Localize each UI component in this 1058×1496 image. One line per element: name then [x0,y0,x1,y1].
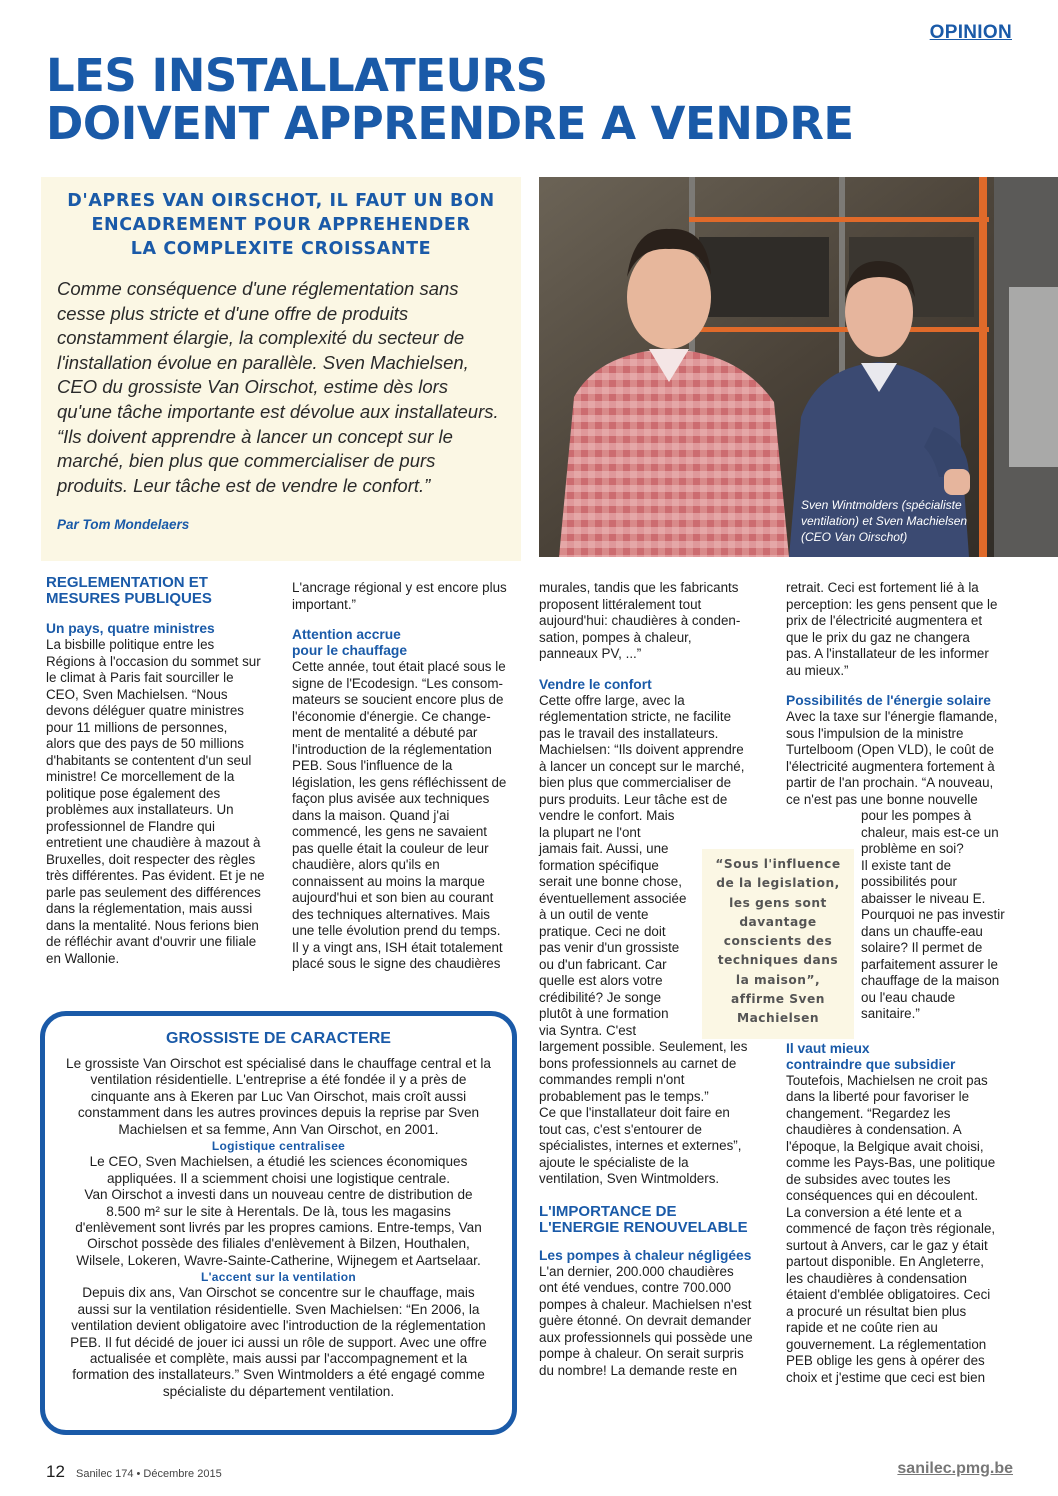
text-line: en Wallonie. [46,950,120,966]
text-line: La conversion a été lente et a [786,1204,962,1220]
text-line: Cette année, tout était placé sous le [292,659,506,674]
text-line: du nombre! La demande reste en [539,1362,738,1378]
text-line: chauffage de la maison [861,973,1000,988]
column-text [786,1073,1014,1387]
text-line: Machielsen [736,1011,820,1026]
text-line: Wilsele, Lokeren, Wavre-Sainte-Catherine, Wijnegem et Aartselaar. [76,1252,481,1268]
text-line: L'an dernier, 200.000 chaudières [539,1263,734,1279]
section-tag[interactable]: OPINION [929,22,1012,43]
text-line: sanitaire.” [861,1006,920,1021]
text-line: gouvernement. La réglementation [786,1336,987,1352]
text-line: purs produits. Leur tâche est de [539,791,728,807]
text-line: de la legislation, [716,876,840,891]
text-line: connaissent au moins la marque [292,873,485,889]
text-line: chaudière, alors qu'ils en [292,857,440,872]
column-1 [46,575,274,967]
text-line: probablement pas le temps.” [539,1088,709,1104]
subheading: Possibilités de l'énergie solaire [786,693,991,708]
text-line: cinquante ans à Ekeren par Luc Van Oirschot, mais croît aussi [90,1088,467,1104]
text-line: dans la maison. Quand j'ai [292,807,450,823]
text-line: dans la mentalité. Nous ferions bien [46,917,259,933]
text-line: quelle est alors votre [539,973,663,988]
text-line: “Sous l'influence [715,857,841,871]
text-line: plutôt à une formation [539,1006,669,1021]
column-text [539,1039,769,1188]
text-line: Régions à l'occasion du sommet sur [46,653,261,669]
column-2 [292,580,522,973]
text-line: crédibilité? Je songe [539,989,662,1005]
text-line: Machielsen et sa femme, Ann Van Oirschot, en 2001. [118,1121,439,1137]
text-line: Turtelboom (Open VLD), le coût de [786,742,994,757]
section-heading: MESURES PUBLIQUES [46,590,212,607]
website-link[interactable]: sanilec.pmg.be [897,1460,1013,1477]
text-line: CEO, Sven Machielsen. “Nous [46,686,228,702]
headline [46,49,1006,150]
text-line: sation, pompes à chaleur, [539,629,692,645]
text-line: affirme Sven [731,992,825,1007]
subheading: contraindre que subsidier [786,1056,956,1072]
intro-subtitle-line: LA COMPLEXITE CROISSANTE [130,239,432,259]
text-line: Ce que l'installateur doit faire en [539,1105,730,1120]
text-line: CEO du grossiste Van Oirschot, estime dès lors [57,376,449,398]
photo-caption-line: ventilation) et Sven Machielsen [801,514,968,528]
text-line: pour les pompes à [861,808,972,823]
text-line: Depuis dix ans, Van Oirschot se concentre sur le chauffage, mais [82,1285,475,1301]
text-line: Il existe tant de [861,857,952,873]
text-line: signe de l'Ecodesign. “Les consom- [292,675,503,691]
text-line: Bruxelles, doit respecter des règles [46,851,256,867]
text-line: à un outil de vente [539,907,649,922]
photo-caption-line: Sven Wintmolders (spécialiste [801,498,962,512]
text-line: partout disponible. En Angleterre, [786,1254,985,1269]
text-line: de subsides avec toutes les [786,1171,951,1187]
text-line: pompes à chaleur. Machielsen n'est [539,1296,752,1312]
text-line: législation, les gens réfléchissent de [292,774,507,790]
photo-caption-line: (CEO Van Oirschot) [801,530,908,544]
text-line: Avec la taxe sur l'énergie flamande, [786,709,998,724]
text-line: parfaitement assurer le [861,956,998,972]
text-line: ventilation résidentielle. L'entreprise a été fondée il y a près de [90,1072,467,1088]
text-line: d'habitants se contentent d'un seul [46,752,252,768]
text-line: bien plus que commercialiser de [539,775,732,790]
sidebar-title: GROSSISTE DE CARACTERE [166,1030,391,1047]
text-line: partir de l'an prochain. “A nouveau, [786,775,994,790]
column-text [786,709,1014,808]
text-line: dans la réglementation, mais aussi [46,901,253,916]
column-text [292,659,522,973]
text-line: les gens sont [729,895,827,910]
sidebar-paragraph [45,1154,512,1269]
text-line: vendre le confort. Mais [539,808,675,823]
text-line: produits. Leur tâche est de vendre le confort.” [57,474,431,496]
column-text [786,580,1014,679]
text-line: proposent littéralement tout [539,596,702,612]
text-line: rapide et ne coûte rien au [786,1320,938,1335]
text-line: à lancer un concept sur le marché, [539,758,745,774]
text-line: commandes rempli n'ont [539,1072,685,1087]
text-line: formation des installateurs.” Sven Wintmolders a été engagé comme [72,1367,485,1383]
text-line: la plupart ne l'ont [539,824,641,840]
text-line: Oirschot possède des filiales d'enlèvement à Bilzen, Houthalen, [87,1236,470,1252]
column-text [539,580,769,663]
text-line: spécialiste du département ventilation. [162,1383,395,1399]
text-line: devons déléguer quatre ministres [46,703,244,718]
text-line: pas venir d'un grossiste [539,940,680,955]
text-line: ment de mentalité a débuté par [292,725,478,740]
subheading: Vendre le confort [539,676,652,692]
intro-lede [57,277,509,498]
text-line: conséquences qui en découlent. [786,1188,979,1203]
intro-subtitle-line: D'APRES VAN OIRSCHOT, IL FAUT UN BON [67,191,495,211]
text-line: dans un chauffe-eau [861,923,983,939]
text-line: ajoute le spécialiste de la [539,1154,689,1170]
text-line: ou l'eau chaude [861,989,956,1005]
text-line: les chaudières à condensation [786,1270,967,1286]
text-line: politique pose également des [46,785,221,801]
text-line: PEB. Il fut décidé de jouer ici aussi un rôle de support. Avec une offre [70,1334,487,1350]
text-line: pas quelle était la couleur de leur [292,840,489,856]
text-line: actualisée et complète, mais aussi par l'accompagnement et la [89,1351,468,1367]
text-line: serait une bonne chose, [539,874,682,889]
column-text [46,637,274,967]
text-line: ce n'est pas une bonne nouvelle [786,791,978,807]
text-line: retrait. Ceci est fortement lié à la [786,580,979,595]
text-line: dans la liberté pour favoriser le [786,1089,970,1104]
text-line: aux professionnels qui possède une [539,1329,753,1345]
text-line: commencé, les gens ne savaient [292,824,488,839]
text-line: cesse plus stricte et d'une offre de produits [57,302,409,324]
footer-info [46,1462,222,1482]
text-line: des techniques alternatives. Mais [292,906,490,922]
text-line: professionnel de Flandre qui [46,818,215,834]
intro-subtitle-line: ENCADREMENT POUR APPREHENDER [91,215,471,235]
text-line: ministre! Ce morcellement de la [46,769,235,784]
text-line: conscients des [723,934,833,949]
subheading: pour le chauffage [292,643,407,658]
text-line: commencé de façon très régionale, [786,1221,996,1236]
text-line: prix de l'électricité augmentera et [786,613,983,628]
text-line: L'ancrage régional y est encore plus [292,580,507,595]
text-line: aujourd'hui: chaudières à conden- [539,613,741,628]
article-photo [539,177,1058,557]
text-line: davantage [739,914,817,929]
text-line: marché, bien plus que commercialiser de purs [57,450,436,472]
section-heading: L'ENERGIE RENOUVELABLE [539,1218,748,1236]
text-line: étaient d'emblée obligatoires. Ceci [786,1287,991,1302]
text-line: le climat à Paris fait sourciller le [46,670,234,685]
text-line: appliquées. Il a sciemment choisi une logistique centrale. [106,1170,451,1186]
column-text [539,693,769,825]
column-text [292,580,522,613]
text-line: au mieux.” [786,662,849,678]
column-text [539,1264,769,1380]
text-line: abaisser le niveau E. [861,890,986,906]
text-line: Comme conséquence d'une réglementation sans [57,278,459,299]
text-line: bons professionnels au carnet de [539,1055,737,1071]
intro-subtitle [51,189,511,261]
text-line: pompe à chaleur. On serait surpris [539,1346,744,1361]
text-line: alors que des pays de 50 millions [46,736,244,751]
text-line: techniques dans [717,953,839,968]
text-line: perception: les gens pensent que le [786,596,998,612]
text-line: que le prix du gaz ne changera [786,629,970,645]
sidebar-box [40,1011,517,1435]
text-line: l'électricité augmentera fortement à [786,758,995,774]
text-line: éventuellement associée [539,890,687,906]
text-line: très différentes. Pas évident. Et je ne [46,868,265,883]
text-line: ventilation devient obligatoire avec l'introduction de la réglementation [71,1318,486,1334]
text-line: qu'une tâche importante est dévolue aux installateurs. [57,400,499,422]
text-line: PEB oblige les gens à opérer des [786,1353,985,1368]
text-line: changement. “Regardez les [786,1105,951,1121]
text-line: PEB. Sous l'influence de la [292,758,453,773]
text-line: choix et j'estime que ceci est bien [786,1369,986,1385]
text-line: Le grossiste Van Oirschot est spécialisé dans le chauffage central et la [66,1056,491,1071]
text-line: pas. A l'installateur de les informer [786,646,989,661]
text-line: tout cas, c'est s'entourer de [539,1121,702,1137]
text-line: La bisbille politique entre les [46,637,215,652]
sidebar-paragraph [45,1285,512,1400]
text-line: sous l'impulsion de la ministre [786,725,964,741]
text-line: façon plus avisée aux techniques [292,791,490,806]
text-line: la maison”, [735,972,821,987]
text-line: une telle évolution prend du temps. [292,923,501,938]
section-heading: L'IMPORTANCE DE [539,1202,677,1220]
text-line: aussi sur la ventilation résidentielle. Sven Machielsen: “En 2006, la [77,1301,480,1317]
text-line: chaleur, mais est-ce un [861,824,999,840]
text-line: murales, tandis que les fabricants [539,580,739,595]
text-line: réglementation stricte, ne facilite [539,709,732,724]
text-line: Cette offre large, avec la [539,692,685,708]
text-line: 8.500 m² sur le site à Herentals. De là, tous les magasins [106,1203,451,1219]
text-line: “Ils doivent apprendre à lancer un concept sur le [57,425,453,447]
headline-line: DOIVENT APPRENDRE A VENDRE [46,97,854,150]
text-line: pratique. Ceci ne doit [539,923,666,939]
text-line: mateurs se soucient encore plus de [292,692,504,707]
text-line: ventilation, Sven Wintmolders. [539,1171,720,1186]
text-line: Toutefois, Machielsen ne croit pas [786,1072,988,1088]
headline-line: LES INSTALLATEURS [46,49,548,102]
text-line: solaire? Il permet de [861,940,983,955]
text-line: pas le travail des installateurs. [539,725,719,741]
text-line: ou d'un fabricant. Car [539,956,667,972]
byline: Par Tom Mondelaers [57,517,190,532]
text-line: problèmes aux installateurs. Un [46,802,234,817]
sidebar-paragraph [45,1056,512,1138]
sidebar-subheading: Logistique centralisee [211,1138,346,1153]
text-line: d'enlèvement sont livrés par les propres camions. Entre-temps, Van [75,1219,482,1235]
text-line: chaudières à condensation. A [786,1122,962,1137]
subheading: Les pompes à chaleur négligées [539,1247,752,1263]
text-line: entretient une chaudière à mazout à [46,835,261,850]
text-line: l'introduction de la réglementation [292,741,492,757]
page-number: 12 [46,1462,65,1481]
text-line: surtout à Anvers, car le gaz y était [786,1237,988,1253]
sidebar-body [45,1056,512,1400]
text-line: via Syntra. C'est [539,1022,637,1038]
text-line: l'économie d'énergie. Ce change- [292,708,491,724]
text-line: Pourquoi ne pas investir [861,907,1005,922]
text-line: panneaux PV, ...” [539,646,642,661]
text-line: possibilités pour [861,874,958,889]
subheading: Attention accrue [292,627,401,642]
text-line: formation spécifique [539,857,659,873]
text-line: spécialistes, internes et externes”, [539,1138,742,1153]
text-line: comme les Pays-Bas, une politique [786,1155,996,1170]
text-line: pour 11 millions de personnes, [46,719,228,735]
text-line: constamment dans les autres provinces depuis la reprise par Sven [77,1105,480,1121]
text-line: problème en soi? [861,841,964,856]
text-line: important.” [292,596,356,612]
text-line: ont été vendues, contre 700.000 [539,1280,732,1295]
text-line: l'époque, la Belgique avait choisi, [786,1138,984,1154]
text-line: de réfléchir avant d'ouvrir une filiale [46,934,257,949]
text-line: Van Oirschot a investi dans un nouveau centre de distribution de [84,1187,473,1203]
pull-quote [702,849,854,1039]
text-line: l'installation évolue en parallèle. Sven Machielsen, [57,351,469,373]
subheading: Il vaut mieux [786,1040,870,1056]
text-line: a procuré un résultat bien plus [786,1303,967,1319]
intro-box [41,177,521,561]
text-line: Machielsen: “Ils doivent apprendre [539,742,744,757]
text-line: jamais fait. Aussi, une [539,841,669,856]
subheading: Un pays, quatre ministres [46,621,215,636]
text-line: parle pas seulement des différences [46,884,261,900]
text-line: aujourd'hui et son bien au courant [292,890,494,905]
text-line: Le CEO, Sven Machielsen, a étudié les sciences économiques [89,1154,468,1170]
text-line: Il y a vingt ans, ISH était totalement [292,939,503,955]
photo-caption [801,497,1051,545]
text-line: constamment élargie, la complexité du secteur de [57,327,465,349]
section-heading: REGLEMENTATION ET [46,574,208,591]
sidebar-subheading: L'accent sur la ventilation [201,1270,356,1285]
text-line: guère étonné. On devrait demander [539,1313,752,1328]
text-line: placé sous le signe des chaudières [292,956,501,971]
text-line: largement possible. Seulement, les [539,1039,748,1054]
issue-label: Sanilec 174 • Décembre 2015 [75,1468,222,1480]
